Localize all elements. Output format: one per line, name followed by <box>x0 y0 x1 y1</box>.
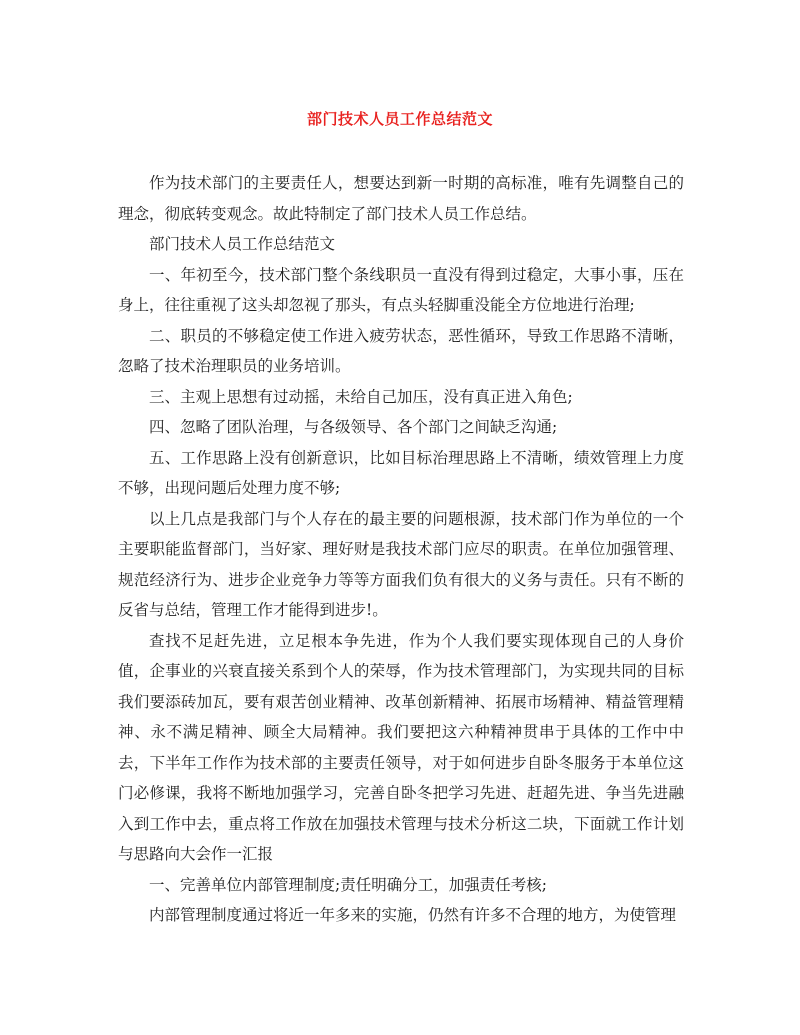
paragraph-point-4: 四、忽略了团队治理，与各级领导、各个部门之间缺乏沟通; <box>149 418 558 436</box>
paragraph-point-1: 一、年初至今，技术部门整个条线职员一直没有得到过稳定，大事小事，压在身上，往往重视了这头却忽视了那头，有点头轻脚重没能全方位地进行治理; <box>118 265 684 314</box>
paragraph-point-5: 五、工作思路上没有创新意识，比如目标治理思路上不清晰，绩效管理上力度不够，出现问题后处理力度不够; <box>118 448 684 497</box>
paragraph-point-2: 二、职员的不够稳定使工作进入疲劳状态，恶性循环，导致工作思路不清晰，忽略了技术治理职员的业务培训。 <box>118 326 684 375</box>
paragraph-point-3: 三、主观上思想有过动摇，未给自己加压，没有真正进入角色; <box>149 387 573 406</box>
paragraph-intro: 作为技术部门的主要责任人，想要达到新一时期的高标准，唯有先调整自己的理念，彻底转变观念。故此特制定了部门技术人员工作总结。 <box>118 174 684 223</box>
document-body <box>118 168 684 931</box>
paragraph-summary: 以上几点是我部门与个人存在的最主要的问题根源，技术部门作为单位的一个主要职能监督部门，当好家、理好财是我技术部门应尽的职责。在单位加强管理、规范经济行为、进步企业竞争力等等方面我们负有很大的义务与责任。只有不断的反省与总结，管理工作才能得到进步!。 <box>118 509 684 619</box>
paragraph-subtitle: 部门技术人员工作总结范文 <box>149 235 336 253</box>
paragraph-plan-1-detail: 内部管理制度通过将近一年多来的实施，仍然有许多不合理的地方，为使管理 <box>149 906 677 924</box>
paragraph-plan-1: 一、完善单位内部管理制度;责任明确分工，加强责任考核; <box>149 875 547 894</box>
paragraph-improvement: 查找不足赶先进，立足根本争先进，作为个人我们要实现体现自己的人身价值，企事业的兴衰直接关系到个人的荣辱，作为技术管理部门，为实现共同的目标我们要添砖加瓦，要有艰苦创业精神、改革创新精神、拓展市场精神、精益管理精神、永不满足精神、顾全大局精神。我们要把这六种精神贯串于具体的工作中中去，下半年工作作为技术部的主要责任领导，对于如何进步自卧冬服务于本单位这门必修课，我将不断地加强学习，完善自卧冬把学习先进、赶超先进、争当先进融入到工作中去，重点将工作放在加强技术管理与技术分析这二块，下面就工作计划与思路向大会作一汇报 <box>118 631 684 863</box>
document-title: 部门技术人员工作总结范文 <box>306 110 493 128</box>
